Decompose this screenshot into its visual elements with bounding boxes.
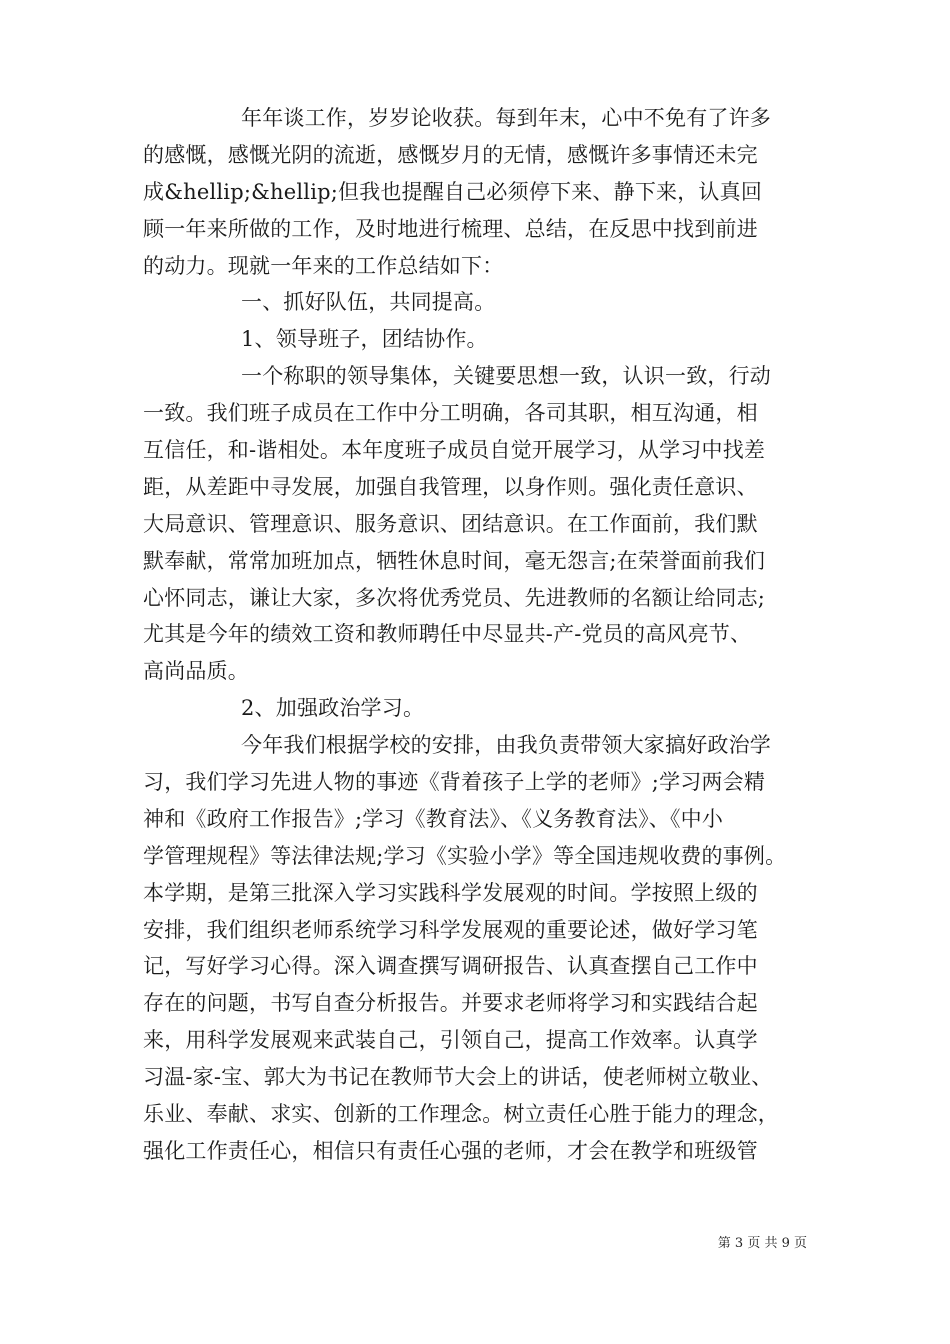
paragraph-line: 一致。我们班子成员在工作中分工明确，各司其职，相互沟通，相: [143, 401, 758, 426]
paragraph-line: 存在的问题，书写自查分析报告。并要求老师将学习和实践结合起: [143, 991, 758, 1016]
paragraph-line: 乐业、奉献、求实、创新的工作理念。树立责任心胜于能力的理念，: [143, 1102, 779, 1127]
paragraph-line: 互信任，和-谐相处。本年度班子成员自觉开展学习，从学习中找差: [143, 438, 766, 463]
paragraph-line: 一个称职的领导集体，关键要思想一致，认识一致，行动: [241, 364, 771, 389]
subsection-heading: 2、加强政治学习。: [241, 696, 425, 721]
paragraph-line: 年年谈工作，岁岁论收获。每到年末，心中不免有了许多: [241, 106, 771, 130]
paragraph-line: 尤其是今年的绩效工资和教师聘任中尽显共-产-党员的高风亮节、: [143, 622, 752, 647]
paragraph-line: 的感慨，感慨光阴的流逝，感慨岁月的无情，感慨许多事情还未完: [143, 142, 758, 167]
paragraph-line: 习温-家-宝、郭大为书记在教师节大会上的讲话，使老师树立敬业、: [143, 1065, 773, 1090]
paragraph-line: 顾一年来所做的工作，及时地进行梳理、总结，在反思中找到前进: [143, 216, 758, 241]
paragraph-line: 神和《政府工作报告》;学习《教育法》、《义务教育法》、《中小: [143, 806, 724, 831]
paragraph-line: 高尚品质。: [143, 659, 249, 684]
paragraph-line: 习，我们学习先进人物的事迹《背着孩子上学的老师》;学习两会精: [143, 770, 766, 795]
paragraph-line: 今年我们根据学校的安排，由我负责带领大家搞好政治学: [241, 733, 771, 758]
paragraph-line: 安排，我们组织老师系统学习科学发展观的重要论述，做好学习笔: [143, 917, 758, 942]
subsection-heading: 1、领导班子，团结协作。: [241, 327, 488, 352]
paragraph-line: 大局意识、管理意识、服务意识、团结意识。在工作面前，我们默: [143, 511, 758, 536]
paragraph-line: 来，用科学发展观来武装自己，引领自己，提高工作效率。认真学: [143, 1028, 758, 1053]
paragraph-line: 的动力。现就一年来的工作总结如下：: [143, 253, 504, 278]
paragraph-line: 强化工作责任心，相信只有责任心强的老师，才会在教学和班级管: [143, 1138, 758, 1163]
paragraph-line: 默奉献，常常加班加点，牺牲休息时间，毫无怨言;在荣誉面前我们: [143, 548, 766, 573]
paragraph-line: 成&hellip;&hellip;但我也提醒自己必须停下来、静下来，认真回: [143, 179, 763, 204]
paragraph-line: 记，写好学习心得。深入调查撰写调研报告、认真查摆自己工作中: [143, 954, 758, 979]
section-heading: 一、抓好队伍，共同提高。: [241, 290, 496, 315]
paragraph-line: 本学期，是第三批深入学习实践科学发展观的时间。学按照上级的: [143, 880, 758, 905]
paragraph-line: 心怀同志，谦让大家，多次将优秀党员、先进教师的名额让给同志;: [143, 585, 766, 610]
paragraph-line: 学管理规程》等法律法规;学习《实验小学》等全国违规收费的事例。: [143, 843, 787, 868]
paragraph-line: 距，从差距中寻发展，加强自我管理，以身作则。强化责任意识、: [143, 474, 758, 499]
document-body: [143, 100, 815, 1170]
page-number: 第 3 页 共 9 页: [717, 1236, 807, 1251]
